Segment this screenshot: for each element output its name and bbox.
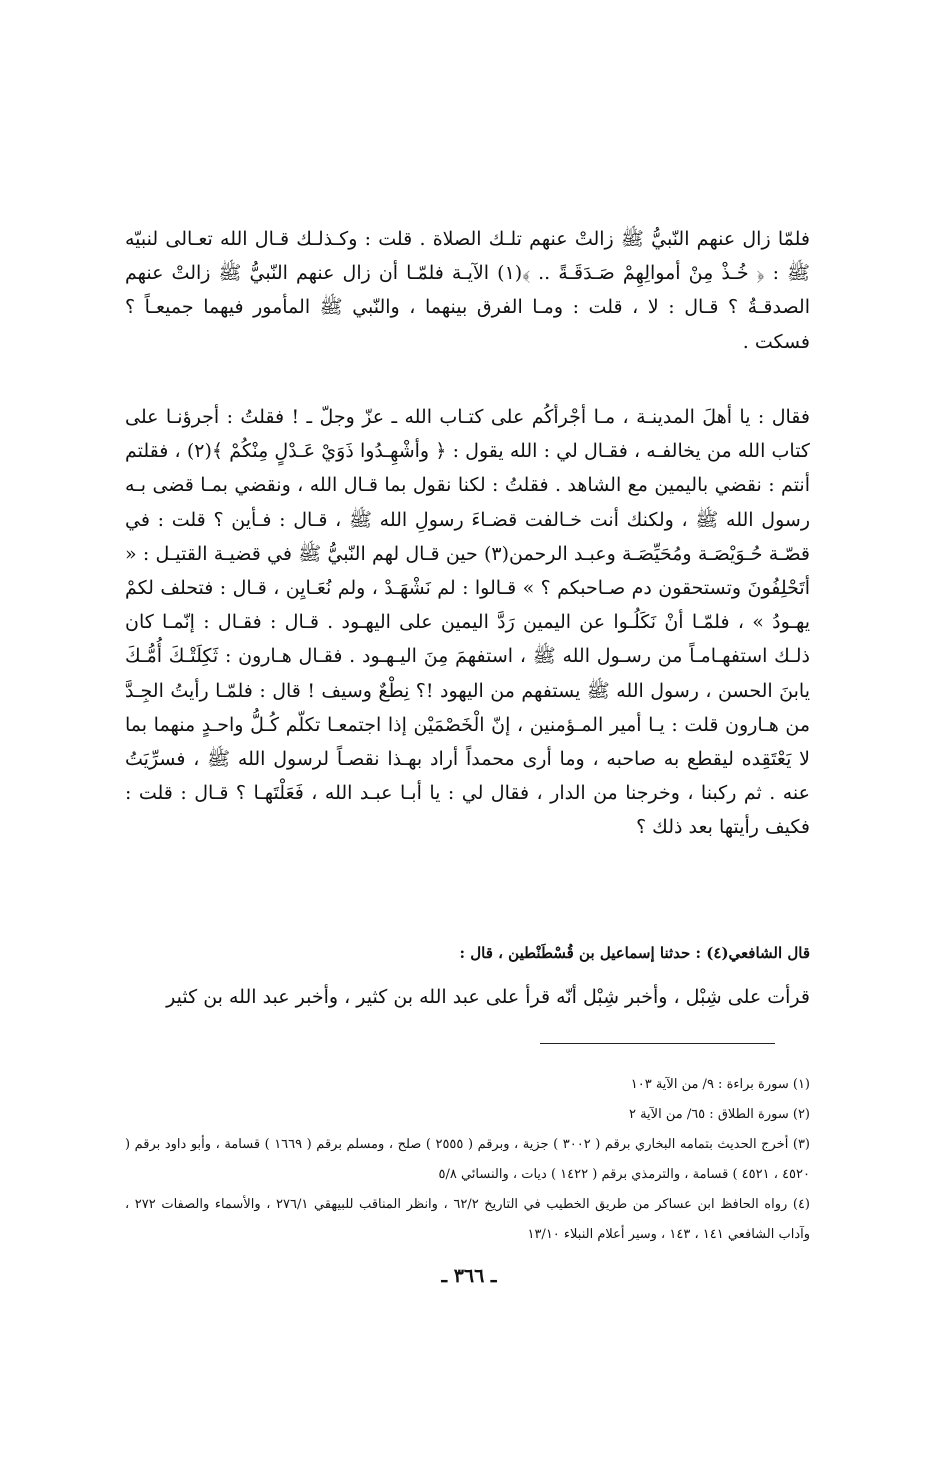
footnote-2: (٢) سورة الطلاق : ٦٥/ من الآية ٢ (628, 1107, 810, 1122)
footnote-1: (١) سورة براءة : ٩/ من الآية ١٠٣ (630, 1077, 810, 1092)
footnote-4: (٤) رواه الحافظ ابن عساكر من طريق الخطيب في التاريخ ٦٢/٢ ، وانظر المناقب للبيهقي ٢٧٦/١ ، والأسماء والصفات ٢٧٢ ، وآداب الشافعي ١٤١ ، ١٤٣ ، وسير أعلام النبلاء ١٣/١٠ (125, 1197, 810, 1242)
footnote-3: (٣) أخرج الحديث بتمامه البخاري برقم ( ٣٠٠٢ ) جزية ، وبرقم ( ٢٥٥٥ ) صلح ، ومسلم برقم ( ١٦٦٩ ) قسامة ، وأبو داود برقم ( ٤٥٢٠ ، ٤٥٢١ ) قسامة ، والترمذي برقم ( ١٤٢٢ ) ديات ، والنسائي ٥/٨ (125, 1137, 810, 1182)
narration-heading: قال الشافعي(٤) : حدثنا إسماعيل بن قُسْطَنْطين ، قال : (459, 944, 810, 962)
page-number: ـ ٣٦٦ ـ (441, 1265, 497, 1287)
footnotes-section (125, 1070, 810, 1250)
body-paragraph-1: فلمّا زال عنهم النّبيُّ ﷺ زالتْ عنهم تلـك الصلاة . قلت : وكـذلـك قـال الله تعـالى لنبيّه ﷺ : ﴿ خُـذْ مِنْ أموالِهِمْ صَـدَقَـةً .. ﴾(١) الآيـة فلمّـا أن زال عنهم النّبيُّ ﷺ زالتْ عنهم الصدقـةُ ؟ قـال : لا ، قلت : ومـا الفرق بينهما ، والنّبي ﷺ المأمور فيهما جميعـاً ؟ فسكت . (125, 228, 810, 353)
body-paragraph-3: قرأت على شِبْل ، وأخبر شِبْل أنّه قرأ على عبد الله بن كثير ، وأخبر عبد الله بن كثير (166, 986, 810, 1008)
footnote-divider (540, 1043, 775, 1044)
body-paragraph-2: فقال : يا أهلَ المدينـة ، مـا أجْرأكُم على كتـاب الله ـ عزّ وجلّ ـ ! فقلتُ : أجرؤنـا على كتاب الله من يخالفـه ، فقـال لي : الله يقول : ﴿ وأشْهِـدُوا ذَوَيْ عَـدْلٍ مِنْكُمْ ﴾(٢) ، فقلتم أنتم : نقضي باليمين مع الشاهد . فقلتُ : لكنا نقول بما قـال الله ، ونقضي بمـا قضى بـه رسول الله ﷺ ، ولكنك أنت خـالفت قضـاءَ رسولِ الله ﷺ ، قـال : فـأين ؟ قلت : في قصّـة حُـوَيْصَـة ومُحَيِّصَـة وعبـد الرحمن(٣) حين قـال لهم النّبيُّ ﷺ في قضيـة القتيـل : « أتَحْلِفُونَ وتستحقون دم صـاحبكم ؟ » قـالوا : لم نَشْهَـدْ ، ولم نُعَـايِن ، قـال : فتحلف لكمْ يهـودُ » ، فلمّـا أنْ نَكَلُـوا عن اليمين رَدَّ اليمين على اليهـود . قـال : فقـال : إنّمـا كان ذلـك استفهـامـاً من رسـول الله ﷺ ، استفهمَ مِنَ اليـهـود . فقـال هـارون : ثَكِلَتْـكَ أُمُّـكَ يابنَ الحسن ، رسول الله ﷺ يستفهم من اليهود !؟ نِطْعٌ وسيف ! قال : فلمّـا رأيتُ الجِـدَّ من هـارون قلت : يـا أمير المـؤمنين ، إنّ الْخَصْمَيْن إذا اجتمعـا تكلّم كُـلُّ واحـدٍ منهما بما لا يَعْتَقِده ليقطع به صاحبه ، وما أرى محمداً أراد بهـذا نقصـاً لرسول الله ﷺ ، فسرِّيَتُ عنه . ثم ركبنا ، وخرجنا من الدار ، فقال لي : يا أبـا عبـد الله ، فَعَلْتَهـا ؟ قـال : قلت : فكيف رأيتها بعد ذلك ؟ (125, 406, 811, 839)
